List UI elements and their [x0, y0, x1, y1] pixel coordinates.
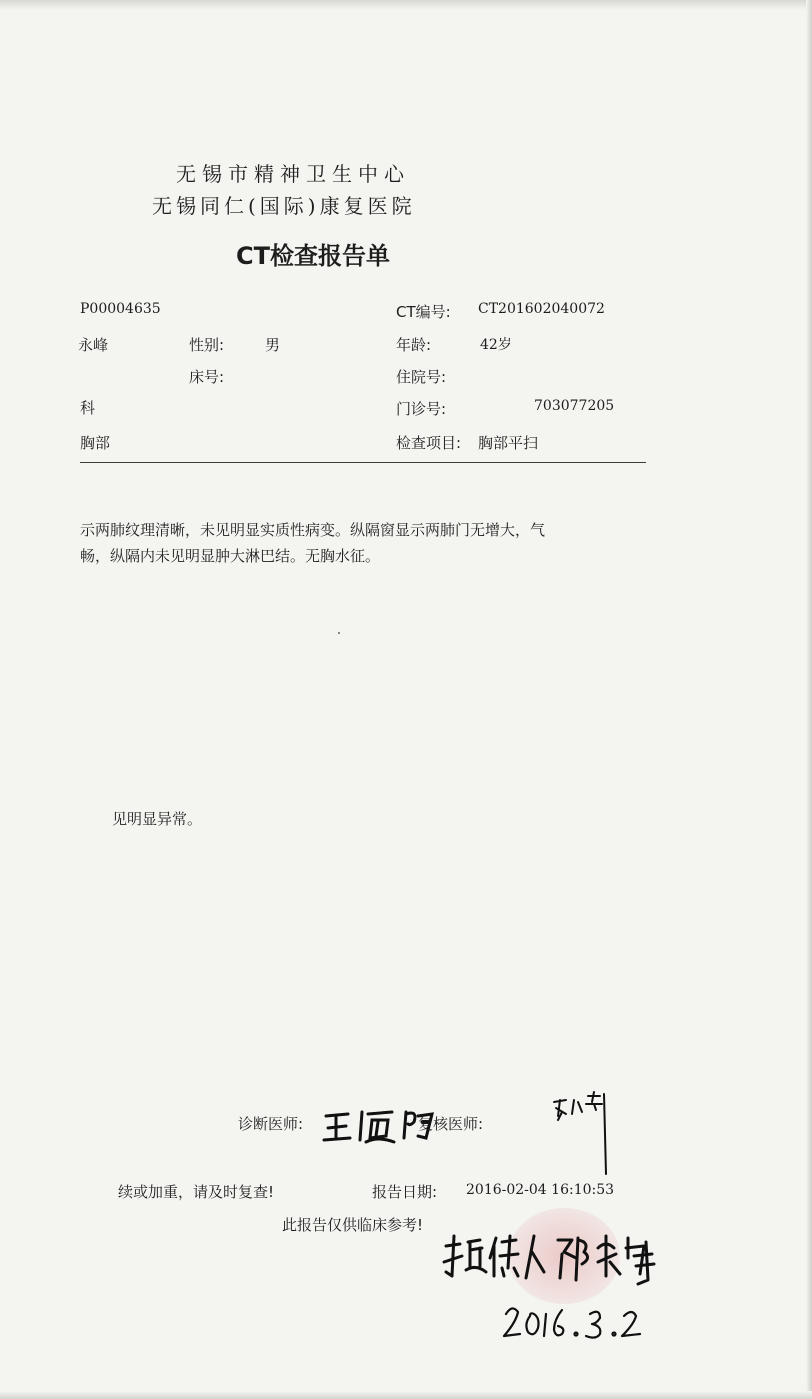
reviewing-doctor-signature — [552, 1090, 614, 1180]
sex-label: 性别: — [189, 336, 225, 354]
outpatient-number-value: 703077205 — [534, 398, 615, 414]
sex-value: 男 — [265, 336, 281, 354]
reviewing-doctor-label: 复核医师: — [418, 1115, 484, 1133]
report-date-value: 2016-02-04 16:10:53 — [466, 1182, 615, 1198]
reference-note: 此报告仅供临床参考! — [282, 1216, 424, 1234]
findings-line-1: 示两肺纹理清晰，未见明显实质性病变。纵隔窗显示两肺门无增大，气 — [80, 521, 546, 539]
age-value: 42岁 — [480, 337, 512, 353]
impression-text: 见明显异常。 — [112, 810, 203, 828]
patient-id: P00004635 — [80, 301, 161, 317]
patient-name: 永峰 — [78, 336, 109, 354]
bed-number-label: 床号: — [189, 368, 225, 386]
header-divider — [80, 462, 646, 463]
hospital-name-line2: 无锡同仁(国际)康复医院 — [152, 194, 416, 218]
inpatient-number-label: 住院号: — [396, 368, 447, 386]
exam-item-label: 检查项目: — [396, 434, 462, 452]
department: 科 — [80, 399, 96, 417]
paper-bottom-edge — [0, 1391, 812, 1399]
outpatient-number-label: 门诊号: — [396, 400, 447, 418]
speck — [338, 632, 340, 634]
hospital-name-line1: 无锡市精神卫生中心 — [176, 162, 410, 186]
advice-text: 续或加重，请及时复查! — [118, 1183, 275, 1201]
report-date-label: 报告日期: — [372, 1183, 438, 1201]
provider-handwritten-note — [440, 1228, 662, 1296]
exam-item-value: 胸部平扫 — [478, 434, 539, 452]
ct-number-value: CT201602040072 — [478, 301, 605, 317]
age-label: 年龄: — [396, 336, 432, 354]
ct-number-label: CT编号: — [396, 303, 451, 321]
paper-right-edge — [806, 0, 812, 1399]
handwritten-date — [500, 1298, 646, 1342]
report-title: CT检查报告单 — [236, 242, 390, 270]
findings-line-2: 畅，纵隔内未见明显肿大淋巴结。无胸水征。 — [80, 547, 381, 565]
diagnosing-doctor-label: 诊断医师: — [238, 1115, 304, 1133]
paper-top-edge — [0, 0, 812, 10]
exam-part: 胸部 — [80, 434, 111, 452]
